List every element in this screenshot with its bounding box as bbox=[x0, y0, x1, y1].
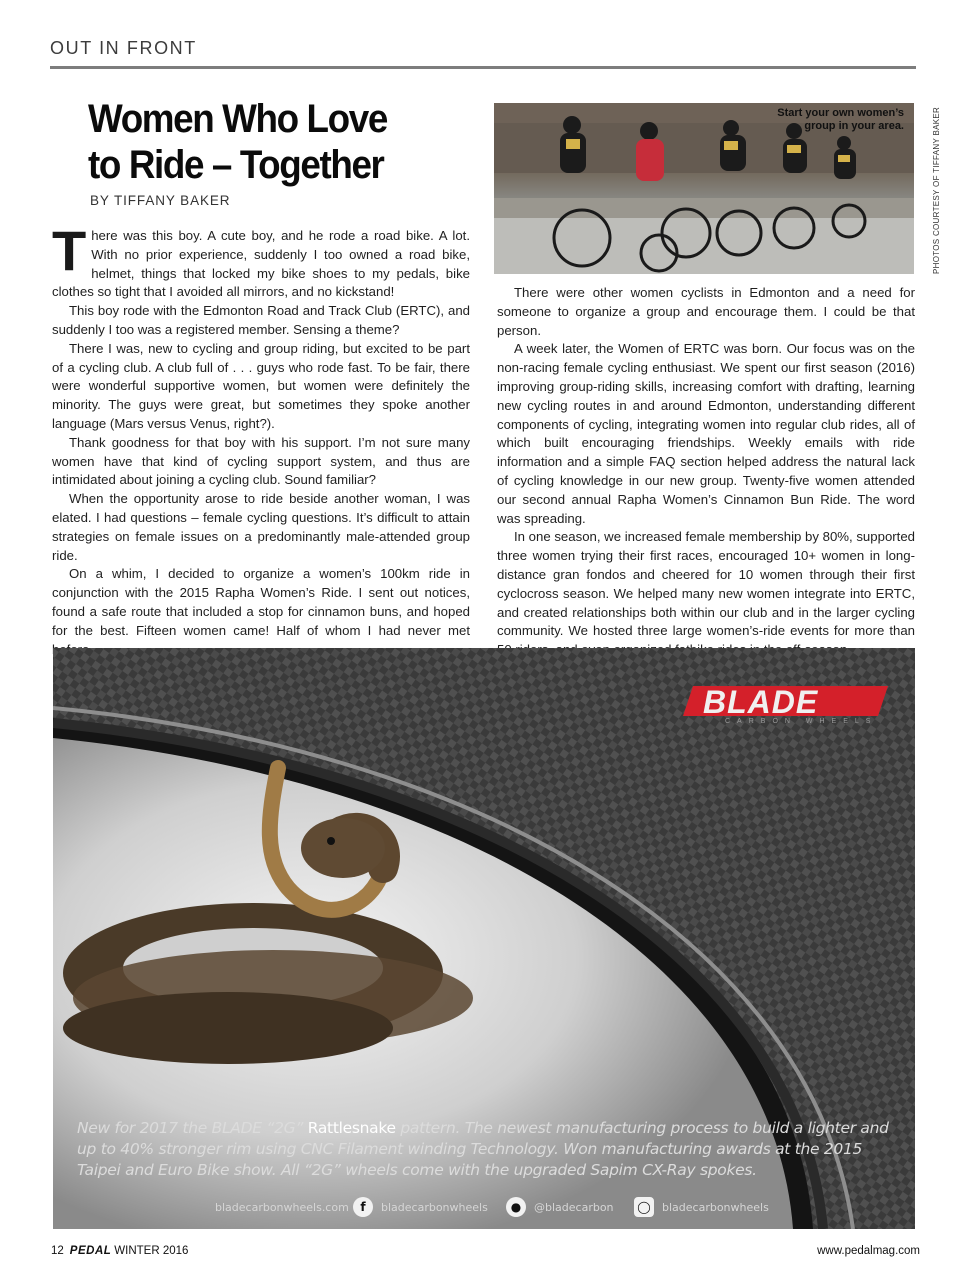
instagram-handle: bladecarbonwheels bbox=[662, 1200, 769, 1214]
paragraph-text: here was this boy. A cute boy, and he rode a road bike. A lot. With no prior experience, suddenly I too owned a road bike, helmet, things that locked my bike shoes to my pedals, bike clothes so tight that I avoided all mirrors, and no kickstand! bbox=[52, 228, 470, 300]
photo-credit: PHOTOS COURTESY OF TIFFANY BAKER bbox=[932, 106, 941, 274]
logo-subtitle: CARBON WHEELS bbox=[725, 718, 878, 725]
facebook-icon: f bbox=[353, 1197, 373, 1217]
title-line-2: to Ride – Together bbox=[88, 143, 384, 187]
paragraph: There I was, new to cycling and group riding, but excited to be part of a cycling club. A club full of . . . guys who rode fast. To be fair, there were wonderful supportive women, but women were definitely the minority. The guys were great, but sometimes they spoke another language (Mars versus Venus, right?). bbox=[52, 340, 470, 431]
issue-label: WINTER 2016 bbox=[114, 1245, 189, 1257]
ad-copy-pattern-name: Rattlesnake bbox=[307, 1119, 396, 1137]
paragraph: There were other women cyclists in Edmonton and a need for someone to organize a group and encourage them. I could be that person. bbox=[497, 285, 915, 338]
footer-url[interactable]: www.pedalmag.com bbox=[817, 1245, 920, 1257]
paragraph: On a whim, I decided to organize a women’s 100km ride in conjunction with the 2015 Rapha Women’s Ride. I sent out notices, found a safe route that included a stop for cinnamon buns, and hoped for the best. Fifteen women came! Half of whom I had never met bbox=[52, 566, 470, 638]
article-column-left bbox=[52, 219, 470, 659]
ad-copy bbox=[77, 1118, 897, 1181]
page-number: 12 bbox=[51, 1245, 64, 1257]
ad-copy-body: pattern. The newest manufacturing process to build a lighter and up to 40% stronger rim using CNC Filament winding Technology. Won manufacturing awards at the 2015 Taipei and Euro Bike show. All “2G” wheels come with the upgraded Sapim CX-Ray spokes. bbox=[77, 1119, 889, 1179]
ad-copy-intro: New for 2017 the BLADE “2G” bbox=[77, 1119, 304, 1137]
byline: BY TIFFANY BAKER bbox=[90, 193, 231, 208]
paragraph bbox=[52, 219, 470, 302]
footer-left bbox=[51, 1245, 188, 1257]
drop-cap: T bbox=[52, 219, 87, 282]
paragraph: When the opportunity arose to ride beside another woman, I was elated. I had questions – female cycling questions. It’s difficult to attain strategies on female issues on a predominantly male-attended group ride. bbox=[52, 491, 470, 563]
article-column-right bbox=[497, 284, 915, 660]
facebook-handle: bladecarbonwheels bbox=[381, 1200, 488, 1214]
website-link[interactable] bbox=[215, 1195, 349, 1219]
instagram-icon: ◯ bbox=[634, 1197, 654, 1217]
title-line-1: Women Who Love bbox=[88, 97, 387, 141]
twitter-icon: ● bbox=[506, 1197, 526, 1217]
cyclists-photo bbox=[494, 103, 914, 274]
section-divider bbox=[50, 66, 916, 69]
instagram-link[interactable] bbox=[634, 1195, 769, 1219]
website-text: bladecarbonwheels.com bbox=[215, 1200, 349, 1214]
article-title bbox=[88, 96, 456, 188]
photo-caption: Start your own women’s group in your area. bbox=[777, 107, 904, 132]
paragraph: Thank goodness for that boy with his support. I’m not sure many women have that kind of cycling support system, and thus are intimidated about joining a cycling club. Sound familiar? bbox=[52, 434, 470, 488]
magazine-name: PEDAL bbox=[69, 1245, 112, 1257]
twitter-handle: @bladecarbon bbox=[534, 1200, 614, 1214]
logo-wordmark: BLADE bbox=[703, 684, 819, 720]
facebook-link[interactable] bbox=[353, 1195, 488, 1219]
blade-advertisement[interactable] bbox=[53, 648, 915, 1229]
section-label: OUT IN FRONT bbox=[50, 38, 197, 58]
paragraph: This boy rode with the Edmonton Road and Track Club (ERTC), and suddenly I too was a registered member. Sensing a theme? bbox=[52, 303, 470, 337]
paragraph: A week later, the Women of ERTC was born. Our focus was on the non-racing female cycling enthusiast. We spent our first season (2016) improving group-riding skills, increasing comfort with drafting, learning new cycling routes in and around Edmonton, understanding different components of cycling, integrating women into regular club rides, all of which built encouraging friendships. Weekly emails with ride information and a simple FAQ section helped address the natural lack of cycling knowledge in our new group. Twenty-five women attended our second annual Rapha Women’s Cinnamon Bun Ride. The word was spreading. bbox=[497, 341, 915, 526]
paragraph: In one season, we increased female membership by 80%, supported three women trying their first races, encouraged 10+ women in long-distance gran fondos and cheered for 10 women through their first cyclocross season. We helped many new women integrate into ERTC, and created relationships both within our club and in the larger cycling community. We hosted three large women’s-ride events for more than bbox=[497, 529, 915, 639]
twitter-link[interactable] bbox=[506, 1195, 614, 1219]
